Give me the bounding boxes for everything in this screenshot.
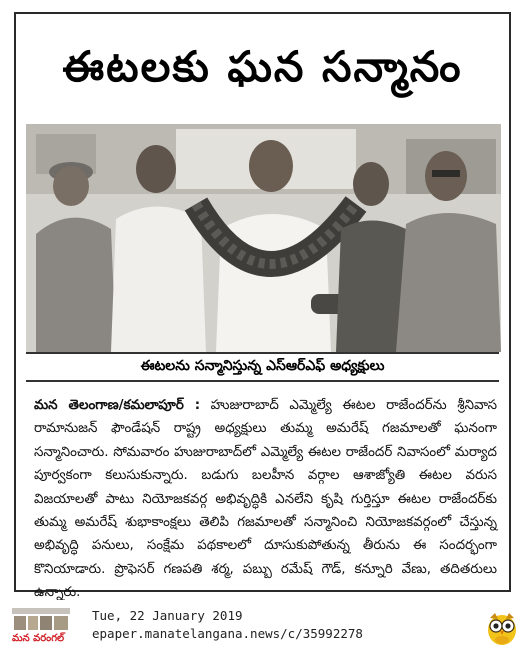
epaper-footer — [0, 600, 525, 652]
photo-illustration — [26, 124, 501, 352]
epaper-url[interactable]: epaper.manatelangana.news/c/35992278 — [92, 626, 363, 641]
article-photo — [26, 124, 501, 352]
caption-rule-top — [26, 352, 499, 354]
body-text: హుజురాబాద్ ఎమ్మెల్యే ఈటల రాజేందర్‌ను శ్రీనివాస రామానుజన్ ఫౌండేషన్ రాష్ట్ర అధ్యక్షులు తుమ్మ అమరేష్ గజమాలతో ఘనంగా సన్మానించారు. సోమవారం హుజురాబాద్‌లో ఎమ్మెల్యే ఈటల రాజేందర్ నివాసంలో మర్యాద పూర్వకంగా కలుసుకున్నారు. బడుగు బలహీన వర్గాల ఆశాజ్యోతి ఈటల వరుస విజయాలతో పాటు నియోజకవర్గ అభివృద్ధికి ఎనలేని కృషి గుర్తిస్తూ ఈటల రాజేందర్‌కు తుమ్మ అమరేష్ శుభాకాంక్షలు తెలిపి గజమాలతో సన్మానించి నియోజకవర్గంలో చేస్తున్న అభివృద్ధి పనులు, సంక్షేమ పథకాలలో దూసుకుపోతున్న తీరును ఈ సందర్భంగా కొనియాడారు. ప్రొఫెసర్ గణపతి శర్మ, పబ్బు రమేష్ గౌడ్, కన్నూరి వేణు, తదితరులు ఉన్నారు. — [34, 398, 497, 601]
headline: ఈటలకు ఘన సన్మానం — [62, 42, 463, 91]
logo-text: మన వరంగల్ — [12, 633, 65, 644]
publish-date: Tue, 22 January 2019 — [92, 608, 243, 623]
caption-rule-bottom — [26, 380, 499, 382]
newspaper-logo-icon — [10, 606, 72, 646]
owl-icon — [486, 610, 518, 646]
dateline: మన తెలంగాణ/కమలాపూర్ : — [34, 398, 201, 413]
article-body — [34, 394, 497, 605]
news-clipping — [14, 12, 511, 601]
photo-caption: ఈటలను సన్మానిస్తున్న ఎస్ఆర్ఎఫ్ అధ్యక్షులు — [140, 358, 385, 374]
